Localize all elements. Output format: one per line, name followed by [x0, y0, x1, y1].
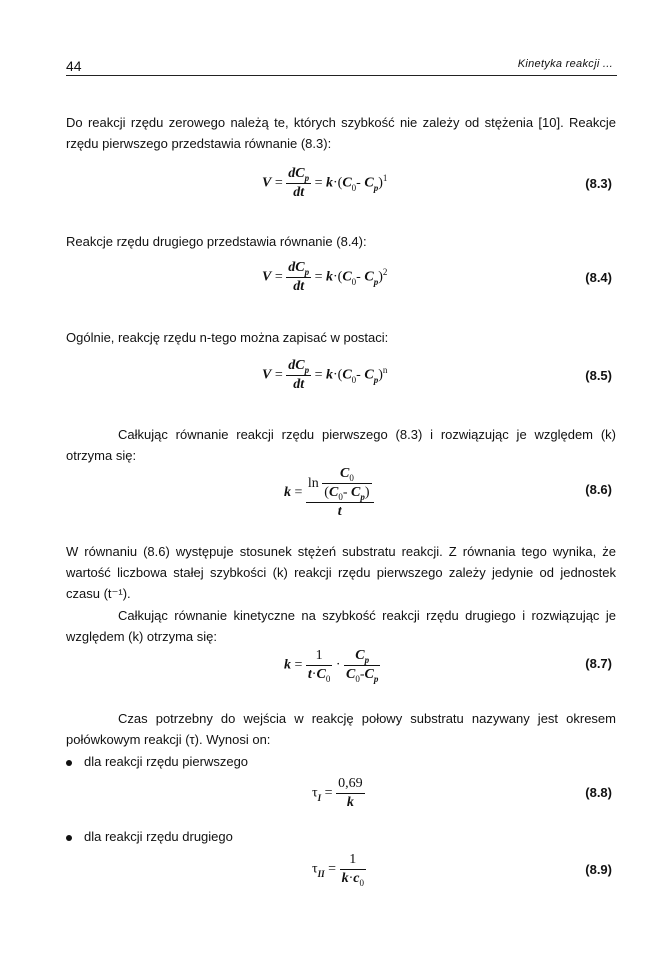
equation-number-8-7: (8.7): [585, 656, 612, 671]
page-number: 44: [66, 58, 82, 74]
equation-number-8-3: (8.3): [585, 176, 612, 191]
exponent-8-4: 2: [382, 266, 388, 277]
equation-8-7: k = $\frac{1}{t\cdot C_0}$ · $\frac{C_p}{C_0-C_p}$: [284, 648, 379, 684]
equation-8-5: V = $\frac{dC_p}{dt}$ = $k\cdot(C_0-$ $C_p)^n$: [262, 358, 388, 392]
equation-8-6: k = ln $\frac{C_0}{(C_0- C_p)}$ t: [284, 466, 374, 520]
equation-number-8-5: (8.5): [585, 368, 612, 383]
equation-number-8-6: (8.6): [585, 482, 612, 497]
exponent-8-3: 1: [382, 172, 388, 183]
bullet-dot: [66, 835, 72, 841]
paragraph-nth-order: Ogólnie, reakcję rzędu n-tego można zapisać w postaci:: [66, 330, 389, 345]
header-rule: [66, 75, 617, 76]
running-title: Kinetyka reakcji ...: [517, 58, 613, 70]
paragraph-half-life: Czas potrzebny do wejścia w reakcję połowy substratu nazywany jest okresem połówkowym reakcji (τ). Wynosi on:: [66, 711, 616, 747]
paragraph-integrating-first: Całkując równanie reakcji rzędu pierwszego (8.3) i rozwiązując je względem (k) otrzyma się:: [66, 427, 616, 463]
paragraph-ratio-concentrations: W równaniu (8.6) występuje stosunek stężeń substratu reakcji. Z równania tego wynika, że wartość liczbowa stałej szybkości (k) reakcji rzędu pierwszego zależy jedynie od jednostek czasu (t⁻¹).: [66, 544, 616, 601]
equation-number-8-4: (8.4): [585, 270, 612, 285]
paragraph-zero-order: Do reakcji rzędu zerowego należą te, których szybkość nie zależy od stężenia [10]. Reakcje rzędu pierwszego przedstawia równanie (8.3):: [66, 115, 616, 151]
equation-number-8-8: (8.8): [585, 785, 612, 800]
equation-8-8: $\tau_I$ = $\frac{0,69}{k}$: [312, 776, 363, 810]
paragraph-integrating-second: Całkując równanie kinetyczne na szybkość reakcji rzędu drugiego i rozwiązując je względem (k) otrzyma się:: [66, 608, 616, 644]
bullet-first-order: [66, 751, 248, 772]
bullet-second-order-text: dla reakcji rzędu drugiego: [84, 829, 233, 844]
paragraph-second-order: Reakcje rzędu drugiego przedstawia równanie (8.4):: [66, 234, 367, 249]
bullet-dot: [66, 760, 72, 766]
numerator-8-8: 0,69: [338, 776, 363, 791]
equation-number-8-9: (8.9): [585, 862, 612, 877]
equation-8-4: V = $\frac{dC_p}{dt}$ = $k\cdot(C_0-$ $C_p)^2$: [262, 260, 388, 294]
equation-8-9: $\tau_{II}$ = $\frac{1}{k\cdot c_0}$: [312, 852, 364, 888]
bullet-second-order: [66, 826, 233, 847]
bullet-first-order-text: dla reakcji rzędu pierwszego: [84, 754, 249, 769]
equation-8-3: V = $\frac{dC_p}{dt}$ = $k\cdot(C_0-$ $C_p)^1$: [262, 166, 388, 200]
numerator-8-9: 1: [349, 852, 357, 867]
exponent-8-5: n: [382, 364, 388, 375]
